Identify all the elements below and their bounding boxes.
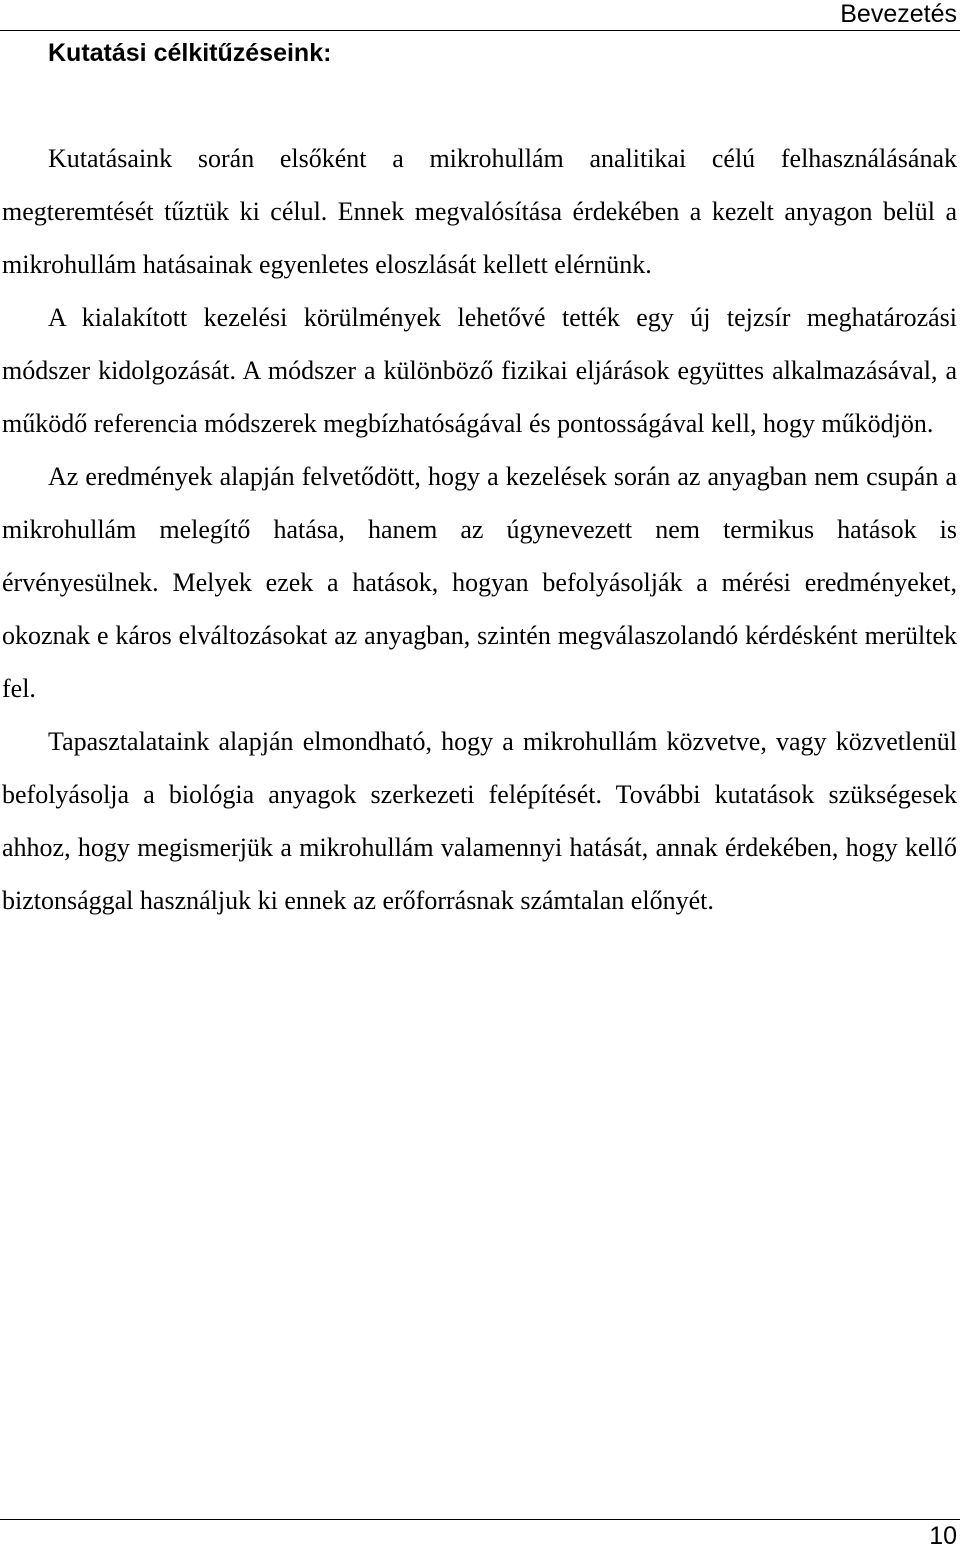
- header-rule: [0, 30, 960, 31]
- page-number: 10: [929, 1522, 957, 1550]
- running-header: Bevezetés: [840, 0, 957, 28]
- footer-rule: [0, 1519, 960, 1520]
- paragraph: Az eredmények alapján felvetődött, hogy a kezelések során az anyagban nem csupán a mikrohullám melegítő hatása, hanem az úgynevezett nem termikus hatások is érvényesülnek. Melyek ezek a hatások, hogyan befolyásolják a mérési eredményeket, okoznak e káros elváltozásokat az anyagban, szintén megválaszolandó kérdésként merültek fel.: [2, 462, 957, 703]
- body-text: [2, 132, 957, 927]
- paragraph: Tapasztalataink alapján elmondható, hogy a mikrohullám közvetve, vagy közvetlenül befolyásolja a biológia anyagok szerkezeti felépítését. További kutatások szükségesek ahhoz, hogy megismerjük a mikrohullám valamennyi hatását, annak érdekében, hogy kellő biztonsággal használjuk ki ennek az erőforrásnak számtalan előnyét.: [2, 727, 957, 915]
- paragraph: Kutatásaink során elsőként a mikrohullám analitikai célú felhasználásának megteremtését tűztük ki célul. Ennek megvalósítása érdekében a kezelt anyagon belül a mikrohullám hatásainak egyenletes eloszlását kellett elérnünk.: [2, 144, 957, 279]
- section-title: Kutatási célkitűzéseink:: [48, 39, 332, 67]
- paragraph: A kialakított kezelési körülmények lehetővé tették egy új tejzsír meghatározási módszer kidolgozását. A módszer a különböző fizikai eljárások együttes alkalmazásával, a működő referencia módszerek megbízhatóságával és pontosságával kell, hogy működjön.: [2, 303, 957, 438]
